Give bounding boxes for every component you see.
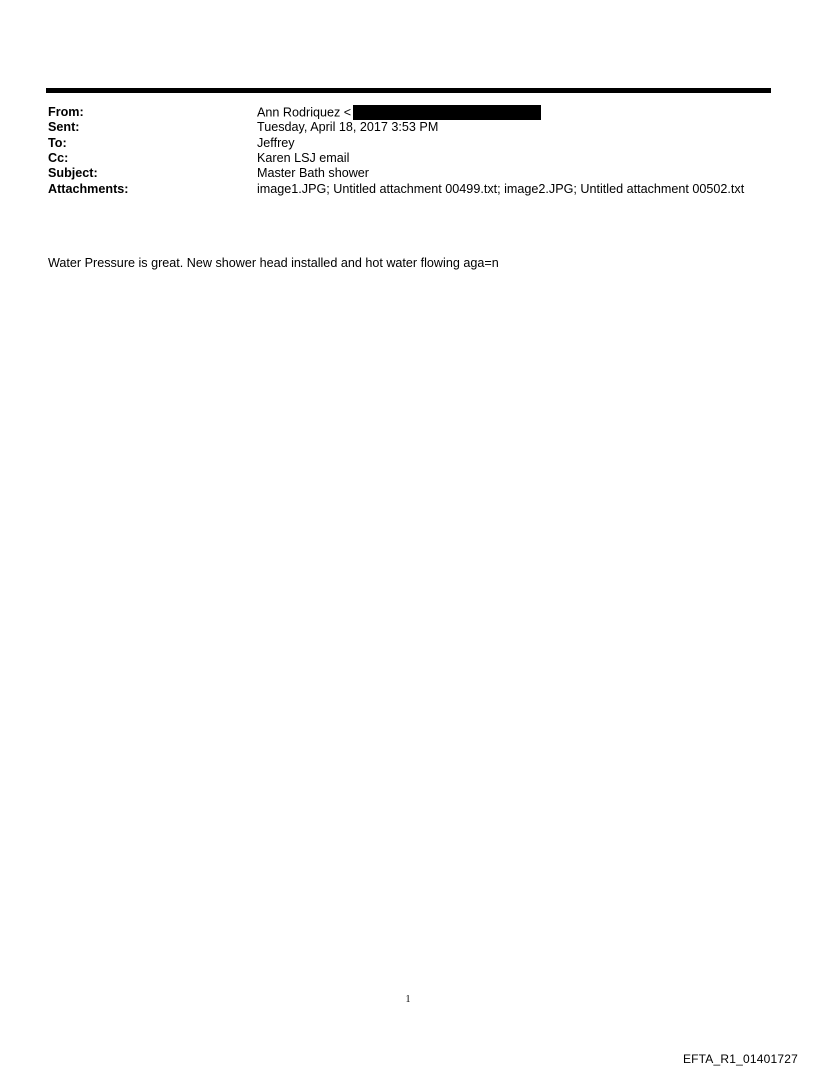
attachments-label: Attachments: (48, 181, 129, 196)
page-number: 1 (405, 994, 411, 1005)
header-divider-rule (46, 88, 771, 93)
to-label: To: (48, 135, 67, 150)
attachments-value: image1.JPG; Untitled attachment 00499.txt; image2.JPG; Untitled attachment 00502.txt (257, 181, 745, 196)
sent-label: Sent: (48, 120, 80, 135)
from-sender-name: Ann Rodriquez < (257, 104, 352, 119)
bates-number: EFTA_R1_01401727 (682, 1052, 798, 1066)
from-value (257, 105, 778, 121)
sent-value: Tuesday, April 18, 2017 3:53 PM (257, 120, 439, 135)
from-label: From: (48, 105, 84, 120)
header-row-attachments (48, 181, 778, 196)
cc-label: Cc: (48, 151, 69, 166)
header-row-from (48, 105, 778, 120)
header-row-to (48, 136, 778, 151)
email-body-text: Water Pressure is great. New shower head installed and hot water flowing aga=n (48, 256, 499, 270)
email-header-block (48, 105, 778, 197)
header-row-subject (48, 166, 778, 181)
header-row-sent (48, 120, 778, 135)
redaction-box (353, 105, 541, 120)
subject-label: Subject: (48, 166, 98, 181)
cc-value: Karen LSJ email (257, 151, 350, 166)
header-row-cc (48, 151, 778, 166)
subject-value: Master Bath shower (257, 166, 369, 181)
to-value: Jeffrey (257, 135, 295, 150)
